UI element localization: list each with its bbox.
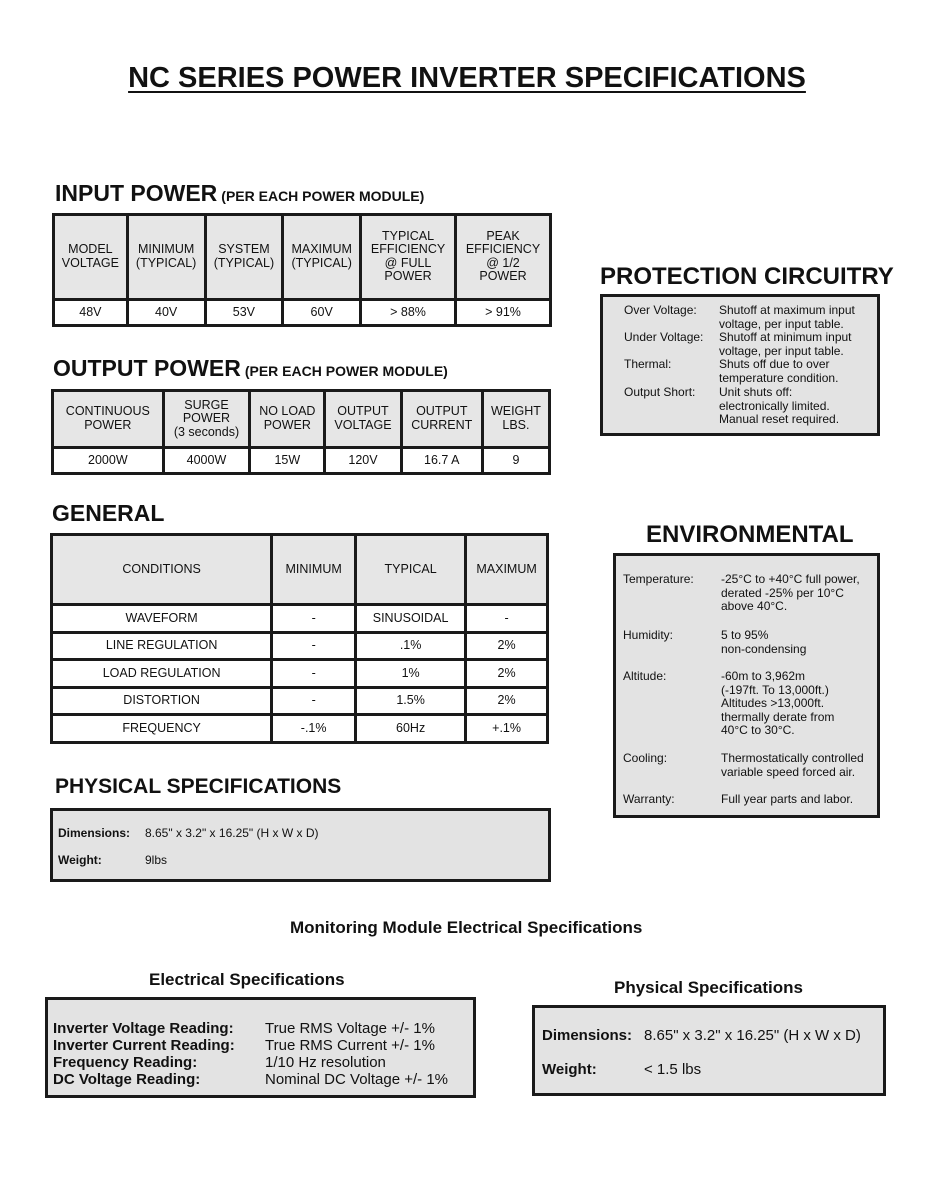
input-header-line: POWER — [479, 269, 527, 284]
output-header-cell — [54, 392, 162, 446]
input-header-line: @ FULL — [384, 255, 432, 270]
environmental-value — [721, 573, 860, 614]
protection-label: Over Voltage: — [624, 303, 697, 317]
output-header-line: CONTINUOUS — [65, 404, 150, 419]
general-cell: FREQUENCY — [53, 716, 270, 741]
general-cell: - — [467, 606, 546, 631]
input-value-cell: 48V — [55, 301, 126, 324]
input-header-line: MINIMUM — [138, 242, 195, 257]
input-power-subtitle: (PER EACH POWER MODULE) — [221, 188, 425, 204]
protection-value — [719, 304, 855, 331]
general-table — [50, 533, 549, 744]
protection-value — [719, 358, 838, 385]
protection-heading: PROTECTION CIRCUITRY — [600, 263, 894, 290]
general-cell: 2% — [467, 634, 546, 659]
general-cell: - — [273, 634, 354, 659]
environmental-value-line: 40°C to 30°C. — [721, 723, 795, 737]
input-header-line: PEAK — [486, 228, 520, 243]
output-value-cell: 2000W — [54, 449, 162, 472]
monitoring-electrical-value: Nominal DC Voltage +/- 1% — [265, 1071, 449, 1088]
environmental-heading: ENVIRONMENTAL — [646, 521, 854, 548]
protection-value-line: Manual reset required. — [719, 412, 840, 426]
protection-value-line: Shuts off due to over — [719, 357, 830, 371]
output-value-cell: 4000W — [165, 449, 249, 472]
monitoring-dimensions-value: 8.65" x 3.2" x 16.25" (H x W x D) — [644, 1027, 861, 1044]
environmental-value-line: thermally derate from — [721, 709, 835, 724]
output-header-line: SURGE — [184, 397, 229, 412]
environmental-value — [721, 670, 834, 738]
physical-weight-label: Weight: — [58, 853, 102, 867]
general-cell: 2% — [467, 689, 546, 714]
environmental-value-line: (-197ft. To 13,000ft.) — [721, 682, 829, 697]
monitoring-weight-label: Weight: — [542, 1061, 597, 1078]
general-cell: 2% — [467, 661, 546, 686]
input-header-line: (TYPICAL) — [213, 255, 275, 270]
input-header-line: POWER — [384, 269, 432, 284]
output-power-table — [51, 389, 551, 475]
general-cell: 1% — [357, 661, 464, 686]
general-row — [53, 716, 546, 741]
environmental-value-line: Thermostatically controlled — [721, 751, 864, 765]
monitoring-electrical-label: Inverter Current Reading: — [53, 1037, 235, 1054]
monitoring-electrical-box — [45, 997, 476, 1098]
page-title: NC SERIES POWER INVERTER SPECIFICATIONS — [128, 62, 806, 94]
general-header-cell: MINIMUM — [273, 536, 354, 603]
output-header-line: WEIGHT — [490, 404, 541, 419]
monitoring-physical-box — [532, 1005, 886, 1096]
output-header-line: CURRENT — [411, 417, 473, 432]
protection-value-line: Unit shuts off: — [719, 385, 793, 399]
environmental-label: Cooling: — [623, 751, 668, 765]
protection-value-line: electronically limited. — [719, 398, 830, 413]
output-header-line: POWER — [263, 417, 311, 432]
output-header-cell — [165, 392, 249, 446]
output-header-line: POWER — [84, 417, 132, 432]
output-header-line: (3 seconds) — [173, 424, 240, 439]
output-value-cell: 120V — [326, 449, 399, 472]
general-row — [53, 661, 546, 686]
output-header-line: NO LOAD — [259, 404, 316, 419]
physical-dimensions-value: 8.65" x 3.2" x 16.25" (H x W x D) — [145, 826, 319, 840]
input-header-line: MAXIMUM — [291, 242, 352, 257]
general-header-cell: CONDITIONS — [53, 536, 270, 603]
environmental-value-line: 5 to 95% — [721, 628, 769, 642]
general-cell: LOAD REGULATION — [53, 661, 270, 686]
input-header-cell — [55, 216, 126, 298]
environmental-value — [721, 629, 806, 656]
protection-label: Under Voltage: — [624, 330, 704, 344]
protection-value-line: temperature condition. — [719, 370, 839, 385]
general-row — [53, 689, 546, 714]
output-header-line: VOLTAGE — [334, 417, 392, 432]
output-header-cell — [484, 392, 548, 446]
protection-value — [719, 331, 852, 358]
general-header-cell: TYPICAL — [357, 536, 464, 603]
environmental-box — [613, 553, 880, 818]
input-header-line: VOLTAGE — [61, 255, 119, 270]
output-header-line: POWER — [182, 411, 231, 426]
input-header-line: (TYPICAL) — [291, 255, 352, 270]
input-header-line: @ 1/2 — [486, 255, 520, 270]
monitoring-electrical-value: 1/10 Hz resolution — [265, 1054, 386, 1071]
input-header-line: (TYPICAL) — [135, 255, 197, 270]
environmental-value-line: variable speed forced air. — [721, 764, 856, 779]
monitoring-electrical-label: Inverter Voltage Reading: — [53, 1020, 234, 1037]
general-cell: .1% — [357, 634, 464, 659]
output-value-cell: 9 — [484, 449, 548, 472]
environmental-label: Humidity: — [623, 628, 674, 642]
protection-value-line: voltage, per input table. — [719, 343, 844, 358]
input-value-cell: 40V — [129, 301, 204, 324]
input-power-title: INPUT POWER — [55, 180, 218, 206]
physical-weight-value: 9lbs — [145, 853, 168, 867]
general-cell: - — [273, 606, 354, 631]
general-cell: - — [273, 661, 354, 686]
input-header-cell — [284, 216, 359, 298]
physical-specs-heading: PHYSICAL SPECIFICATIONS — [55, 775, 342, 798]
physical-specs-box — [50, 808, 551, 882]
environmental-value — [721, 793, 853, 807]
output-power-heading — [53, 355, 448, 382]
input-header-line: TYPICAL — [381, 228, 435, 243]
general-cell: +.1% — [467, 716, 546, 741]
output-header-cell — [326, 392, 399, 446]
general-cell: DISTORTION — [53, 689, 270, 714]
environmental-label: Temperature: — [623, 572, 694, 586]
input-header-line: EFFICIENCY — [465, 242, 541, 257]
output-header-cell — [251, 392, 323, 446]
monitoring-electrical-label: DC Voltage Reading: — [53, 1071, 201, 1088]
output-header-line: OUTPUT — [416, 404, 468, 419]
general-cell: WAVEFORM — [53, 606, 270, 631]
input-header-line: SYSTEM — [218, 242, 270, 257]
input-value-cell: 60V — [284, 301, 359, 324]
environmental-value — [721, 752, 864, 779]
environmental-label: Warranty: — [623, 792, 675, 806]
general-row — [53, 606, 546, 631]
monitoring-electrical-value: True RMS Voltage +/- 1% — [265, 1020, 435, 1037]
output-header-line: OUTPUT — [337, 404, 389, 419]
output-power-subtitle: (PER EACH POWER MODULE) — [244, 363, 448, 379]
general-cell: - — [273, 689, 354, 714]
input-header-cell — [207, 216, 282, 298]
general-cell: -.1% — [273, 716, 354, 741]
physical-dimensions-label: Dimensions: — [58, 826, 131, 840]
environmental-value-line: derated -25% per 10°C — [721, 585, 844, 600]
general-cell: LINE REGULATION — [53, 634, 270, 659]
general-cell: 60Hz — [357, 716, 464, 741]
input-power-heading — [55, 180, 424, 207]
output-value-cell: 16.7 A — [403, 449, 481, 472]
input-header-cell — [362, 216, 454, 298]
monitoring-physical-heading: Physical Specifications — [614, 978, 803, 997]
input-power-table — [52, 213, 552, 327]
input-header-cell — [129, 216, 204, 298]
monitoring-dimensions-label: Dimensions: — [542, 1027, 633, 1044]
protection-value-line: voltage, per input table. — [719, 316, 844, 331]
environmental-value-line: above 40°C. — [721, 599, 788, 613]
output-header-line: LBS. — [502, 417, 530, 432]
output-power-title: OUTPUT POWER — [53, 355, 241, 381]
environmental-value-line: non-condensing — [721, 641, 807, 656]
environmental-value-line: Full year parts and labor. — [721, 792, 854, 806]
input-value-cell: 53V — [207, 301, 282, 324]
output-header-cell — [403, 392, 481, 446]
protection-label: Output Short: — [624, 385, 696, 399]
input-value-cell: > 88% — [362, 301, 454, 324]
protection-box — [600, 294, 880, 436]
monitoring-heading: Monitoring Module Electrical Specifications — [290, 918, 643, 937]
general-header-cell: MAXIMUM — [467, 536, 546, 603]
input-value-cell: > 91% — [457, 301, 549, 324]
output-value-cell: 15W — [251, 449, 323, 472]
environmental-label: Altitude: — [623, 669, 667, 683]
environmental-value-line: Altitudes >13,000ft. — [721, 696, 825, 710]
protection-value-line: Shutoff at maximum input — [719, 303, 855, 317]
general-cell: 1.5% — [357, 689, 464, 714]
monitoring-electrical-label: Frequency Reading: — [53, 1054, 198, 1071]
protection-value — [719, 386, 839, 427]
input-header-line: EFFICIENCY — [370, 242, 446, 257]
input-header-line: MODEL — [68, 242, 113, 257]
protection-value-line: Shutoff at minimum input — [719, 330, 852, 344]
monitoring-electrical-heading: Electrical Specifications — [149, 970, 345, 989]
general-heading: GENERAL — [52, 500, 165, 526]
monitoring-weight-value: < 1.5 lbs — [644, 1061, 702, 1078]
environmental-value-line: -60m to 3,962m — [721, 669, 806, 683]
general-cell: SINUSOIDAL — [357, 606, 464, 631]
general-row — [53, 634, 546, 659]
monitoring-electrical-value: True RMS Current +/- 1% — [265, 1037, 435, 1054]
protection-label: Thermal: — [624, 357, 672, 371]
input-header-cell — [457, 216, 549, 298]
environmental-value-line: -25°C to +40°C full power, — [721, 572, 860, 586]
